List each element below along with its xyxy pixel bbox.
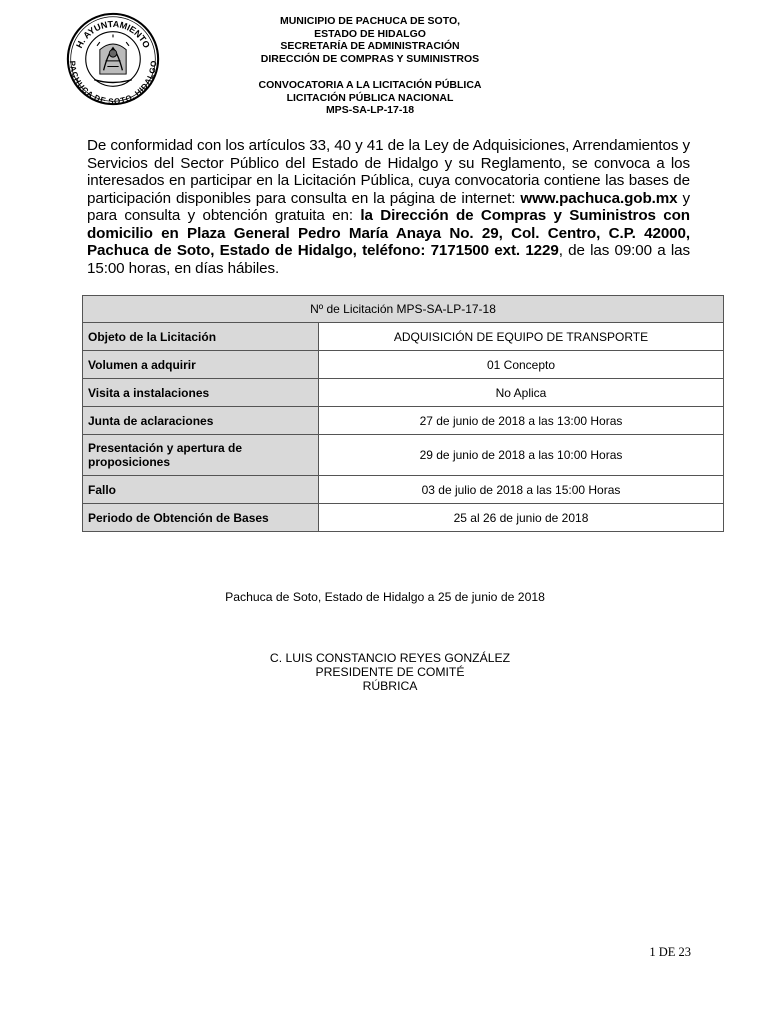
seal-top-text: H. AYUNTAMIENTO [74,18,152,50]
row-label: Volumen a adquirir [83,351,319,379]
municipal-seal [66,12,160,106]
table-row [83,504,724,532]
row-value: 01 Concepto [319,351,724,379]
table-row [83,351,724,379]
intro-address: la Dirección de Compras y Suministros con domicilio en Plaza General Pedro María Anaya No. 29, Col. Centro, C.P. 42000, Pachuca de Soto, Estado de Hidalgo, teléfono: 7171500 ext. 1229 [87,207,690,259]
row-value: No Aplica [319,379,724,407]
header-convocatoria: CONVOCATORIA A LA LICITACIÓN PÚBLICA [258,79,482,91]
intro-text-2: y para consulta y obtención gratuita en: [87,189,690,224]
signature-note: RÚBRICA [362,679,418,693]
seal-emblem [94,35,132,83]
header-licitacion-type: LICITACIÓN PÚBLICA NACIONAL [286,91,454,104]
table-row [83,407,724,435]
row-label: Periodo de Obtención de Bases [83,504,319,532]
signature-block [0,651,770,693]
place-date: Pachuca de Soto, Estado de Hidalgo a 25 de junio de 2018 [225,590,545,604]
row-value: 29 de junio de 2018 a las 10:00 Horas [319,435,724,476]
row-label: Objeto de la Licitación [83,323,319,351]
header-licitacion-number: MPS-SA-LP-17-18 [325,104,415,116]
row-value: 27 de junio de 2018 a las 13:00 Horas [319,407,724,435]
page-number: 1 DE 23 [649,945,691,959]
licitacion-table [82,295,724,532]
header-secretariat: SECRETARÍA DE ADMINISTRACIÓN [280,40,460,52]
intro-paragraph [87,137,690,277]
table-row [83,476,724,504]
table-row [83,435,724,476]
row-value: 25 al 26 de junio de 2018 [319,504,724,532]
signer-title: PRESIDENTE DE COMITÉ [315,665,465,679]
intro-url: www.pachuca.gob.mx [520,189,678,207]
row-label: Fallo [83,476,319,504]
header-municipality: MUNICIPIO DE PACHUCA DE SOTO, [279,15,461,27]
document-header [210,15,530,117]
seal-bottom-text: PACHUCA DE SOTO, HIDALGO [67,60,159,106]
header-direction: DIRECCIÓN DE COMPRAS Y SUMINISTROS [260,52,480,65]
table-header: Nº de Licitación MPS-SA-LP-17-18 [83,296,724,323]
row-label: Junta de aclaraciones [83,407,319,435]
intro-text-3: , de las 09:00 a las 15:00 horas, en días hábiles. [87,242,690,277]
table-row [83,323,724,351]
row-label: Visita a instalaciones [83,379,319,407]
row-value: 03 de julio de 2018 a las 15:00 Horas [319,476,724,504]
row-value: ADQUISICIÓN DE EQUIPO DE TRANSPORTE [319,323,724,351]
table-row [83,379,724,407]
row-label: Presentación y apertura de proposiciones [83,435,319,476]
header-state: ESTADO DE HIDALGO [314,27,426,40]
signer-name: C. LUIS CONSTANCIO REYES GONZÁLEZ [269,651,511,665]
intro-text-1: De conformidad con los artículos 33, 40 y 41 de la Ley de Adquisiciones, Arrendamientos y Servicios del Sector Público del Estado de Hidalgo y su Reglamento, se convoca a los interesados en participar en la Licitación Pública, cuya convocatoria contiene las bases de participación disponibles para consulta en la página de internet: [87,137,690,207]
